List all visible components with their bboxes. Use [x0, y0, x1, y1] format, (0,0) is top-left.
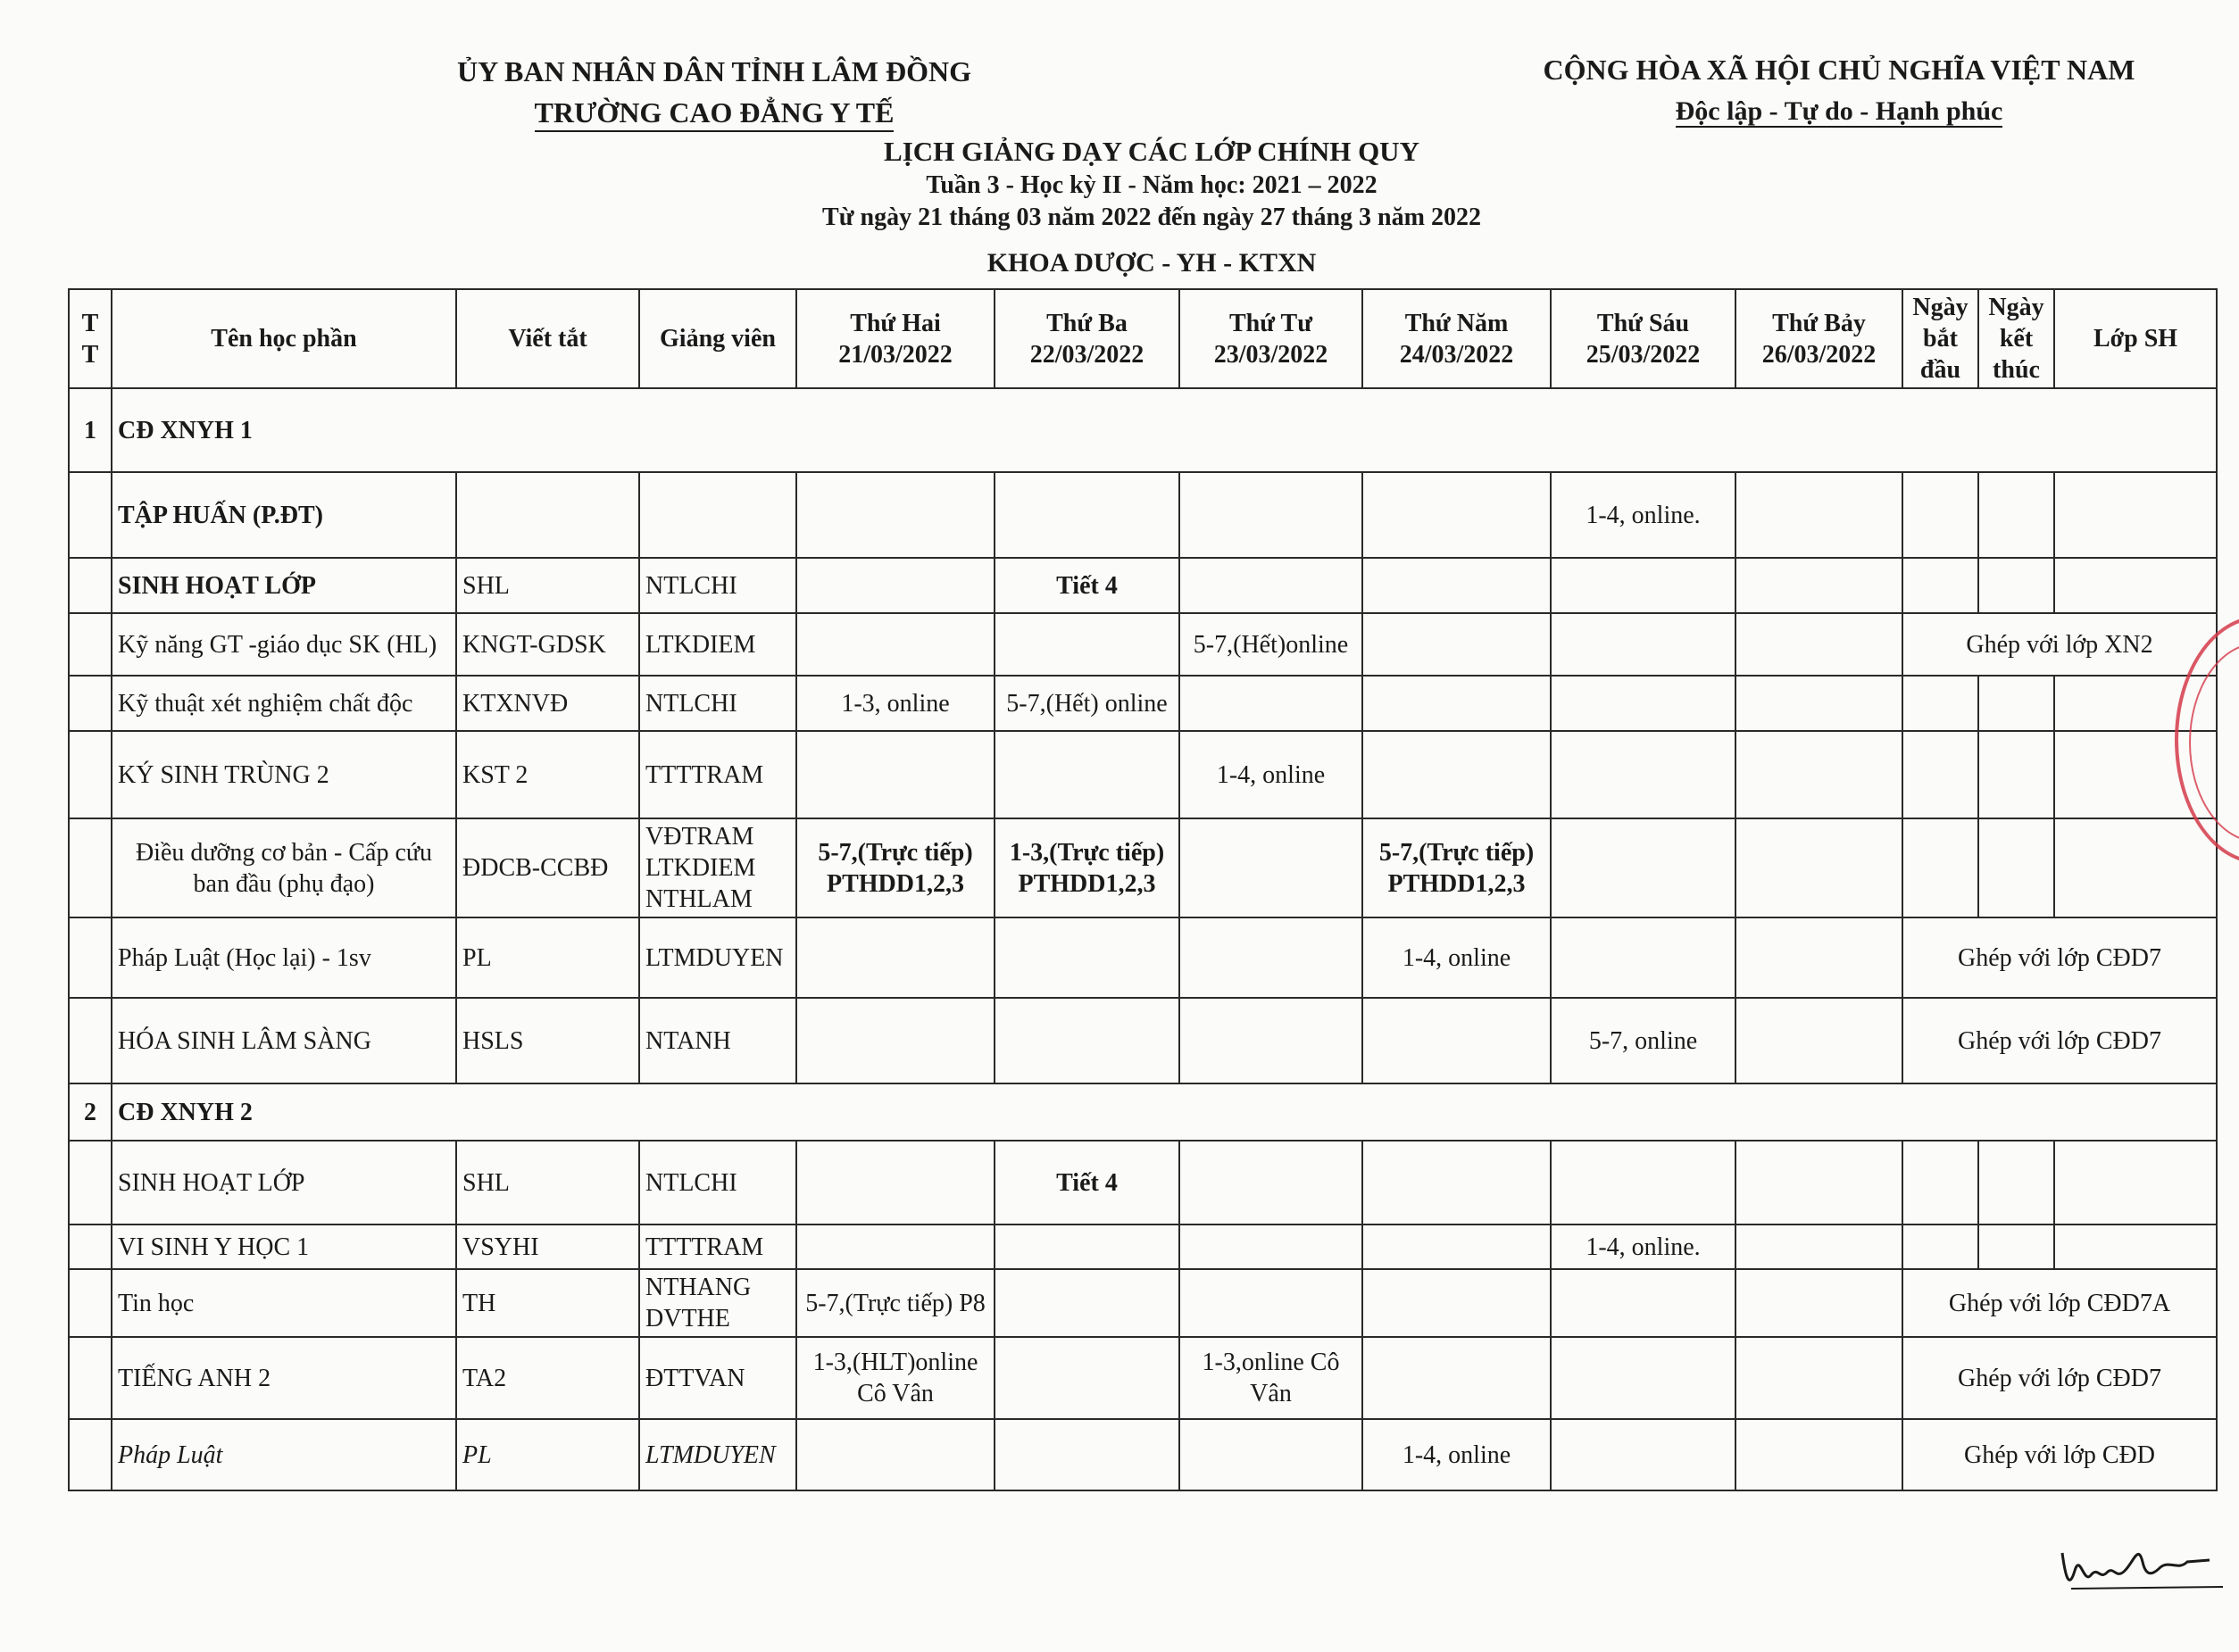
- schedule-fri: 1-4, online.: [1551, 472, 1735, 558]
- lecturer: LTMDUYEN: [639, 917, 796, 998]
- subject-abbr: SHL: [456, 558, 639, 613]
- schedule-fri: 5-7, online: [1551, 998, 1735, 1083]
- schedule-tue: [995, 998, 1179, 1083]
- subject-name: Kỹ thuật xét nghiệm chất độc: [112, 676, 456, 731]
- department-name: KHOA DƯỢC - YH - KTXN: [986, 248, 1317, 278]
- schedule-wed: [1179, 818, 1362, 917]
- schedule-tue: [995, 1224, 1179, 1269]
- schedule-mon: 5-7,(Trực tiếp) PTHDD1,2,3: [796, 818, 995, 917]
- schedule-tue: [995, 1337, 1179, 1419]
- table-row: [69, 1269, 2217, 1337]
- end-date: [1978, 676, 2054, 731]
- org-name-line2: [384, 96, 1045, 129]
- schedule-thu: [1362, 558, 1551, 613]
- class-note: Ghép với lớp CĐD7A: [1902, 1269, 2217, 1337]
- schedule-wed: [1179, 917, 1362, 998]
- lecturer: ĐTTVAN: [639, 1337, 796, 1419]
- schedule-sat: [1735, 731, 1902, 818]
- schedule-sat: [1735, 818, 1902, 917]
- class-sh: [2054, 558, 2217, 613]
- subject-abbr: TH: [456, 1269, 639, 1337]
- schedule-sat: [1735, 472, 1902, 558]
- schedule-fri: [1551, 731, 1735, 818]
- end-date: [1978, 558, 2054, 613]
- lecturer: TTTTRAM: [639, 731, 796, 818]
- schedule-fri: [1551, 917, 1735, 998]
- schedule-fri: [1551, 1419, 1735, 1490]
- subject-name: Kỹ năng GT -giáo dục SK (HL): [112, 613, 456, 676]
- schedule-tue: [995, 1419, 1179, 1490]
- lecturer: NTLCHI: [639, 1141, 796, 1224]
- schedule-mon: 1-3, online: [796, 676, 995, 731]
- row-number: [69, 917, 112, 998]
- schedule-wed: 5-7,(Hết)online: [1179, 613, 1362, 676]
- start-date: [1902, 676, 1978, 731]
- group-name: CĐ XNYH 1: [112, 388, 2217, 472]
- group-row: [69, 388, 2217, 472]
- row-number: [69, 676, 112, 731]
- group-row: [69, 1083, 2217, 1141]
- col-start-date: Ngày bắt đầu: [1902, 289, 1978, 388]
- col-tt: T T: [69, 289, 112, 388]
- schedule-thu: 1-4, online: [1362, 1419, 1551, 1490]
- schedule-mon: [796, 472, 995, 558]
- header-row: [69, 289, 2217, 388]
- lecturer: LTKDIEM: [639, 613, 796, 676]
- lecturer: NTHANG DVTHE: [639, 1269, 796, 1337]
- col-subject: Tên học phần: [112, 289, 456, 388]
- group-number: 1: [69, 388, 112, 472]
- class-note: Ghép với lớp CĐD7: [1902, 917, 2217, 998]
- schedule-mon: 5-7,(Trực tiếp) P8: [796, 1269, 995, 1337]
- schedule-sat: [1735, 1269, 1902, 1337]
- schedule-mon: [796, 1224, 995, 1269]
- subject-name: Pháp Luật: [112, 1419, 456, 1490]
- schedule-mon: [796, 613, 995, 676]
- schedule-thu: 1-4, online: [1362, 917, 1551, 998]
- table-row: [69, 558, 2217, 613]
- group-name: CĐ XNYH 2: [112, 1083, 2217, 1141]
- subject-name: Tin học: [112, 1269, 456, 1337]
- row-number: [69, 1419, 112, 1490]
- lecturer: LTMDUYEN: [639, 1419, 796, 1490]
- schedule-tue: [995, 1269, 1179, 1337]
- schedule-thu: [1362, 998, 1551, 1083]
- start-date: [1902, 818, 1978, 917]
- end-date: [1978, 1141, 2054, 1224]
- start-date: [1902, 558, 1978, 613]
- subject-name: TẬP HUẤN (P.ĐT): [112, 472, 456, 558]
- schedule-sat: [1735, 998, 1902, 1083]
- col-wednesday: Thứ Tư 23/03/2022: [1179, 289, 1362, 388]
- schedule-tue: [995, 917, 1179, 998]
- schedule-thu: [1362, 676, 1551, 731]
- schedule-mon: [796, 731, 995, 818]
- subject-abbr: TA2: [456, 1337, 639, 1419]
- subject-name: KÝ SINH TRÙNG 2: [112, 731, 456, 818]
- table-row: [69, 1141, 2217, 1224]
- class-sh: [2054, 472, 2217, 558]
- schedule-table: [68, 288, 2218, 1491]
- schedule-fri: [1551, 1269, 1735, 1337]
- row-number: [69, 998, 112, 1083]
- lecturer: VĐTRAM LTKDIEM NTHLAM: [639, 818, 796, 917]
- schedule-fri: [1551, 676, 1735, 731]
- table-row: [69, 731, 2217, 818]
- subject-abbr: SHL: [456, 1141, 639, 1224]
- end-date: [1978, 731, 2054, 818]
- schedule-wed: [1179, 1224, 1362, 1269]
- schedule-mon: [796, 1419, 995, 1490]
- subject-name: HÓA SINH LÂM SÀNG: [112, 998, 456, 1083]
- row-number: [69, 1269, 112, 1337]
- subject-abbr: KST 2: [456, 731, 639, 818]
- class-note: Ghép với lớp CĐD7: [1902, 998, 2217, 1083]
- schedule-wed: [1179, 998, 1362, 1083]
- schedule-thu: [1362, 1224, 1551, 1269]
- col-friday: Thứ Sáu 25/03/2022: [1551, 289, 1735, 388]
- table-row: [69, 998, 2217, 1083]
- schedule-mon: [796, 558, 995, 613]
- schedule-wed: [1179, 558, 1362, 613]
- schedule-thu: [1362, 472, 1551, 558]
- schedule-tue: Tiết 4: [995, 1141, 1179, 1224]
- lecturer: NTLCHI: [639, 676, 796, 731]
- subject-abbr: KNGT-GDSK: [456, 613, 639, 676]
- schedule-fri: 1-4, online.: [1551, 1224, 1735, 1269]
- schedule-sat: [1735, 558, 1902, 613]
- start-date: [1902, 1141, 1978, 1224]
- subject-abbr: PL: [456, 1419, 639, 1490]
- national-motto: [1482, 96, 2196, 127]
- table-row: [69, 1419, 2217, 1490]
- schedule-tue: 1-3,(Trực tiếp) PTHDD1,2,3: [995, 818, 1179, 917]
- schedule-fri: [1551, 613, 1735, 676]
- table-row: [69, 613, 2217, 676]
- schedule-tue: Tiết 4: [995, 558, 1179, 613]
- class-sh: [2054, 1224, 2217, 1269]
- schedule-fri: [1551, 558, 1735, 613]
- schedule-wed: [1179, 676, 1362, 731]
- subject-name: Điều dưỡng cơ bản - Cấp cứu ban đầu (phụ đạo): [112, 818, 456, 917]
- class-note: Ghép với lớp CĐD: [1902, 1419, 2217, 1490]
- document-title: LỊCH GIẢNG DẠY CÁC LỚP CHÍNH QUY: [884, 136, 1419, 167]
- group-number: 2: [69, 1083, 112, 1141]
- schedule-thu: [1362, 1141, 1551, 1224]
- subject-name: TIẾNG ANH 2: [112, 1337, 456, 1419]
- table-row: [69, 917, 2217, 998]
- end-date: [1978, 818, 2054, 917]
- subject-name: SINH HOẠT LỚP: [112, 558, 456, 613]
- schedule-fri: [1551, 818, 1735, 917]
- subject-abbr: VSYHI: [456, 1224, 639, 1269]
- subject-name: VI SINH Y HỌC 1: [112, 1224, 456, 1269]
- row-number: [69, 1141, 112, 1224]
- schedule-sat: [1735, 1224, 1902, 1269]
- col-monday: Thứ Hai 21/03/2022: [796, 289, 995, 388]
- date-range-line: Từ ngày 21 tháng 03 năm 2022 đến ngày 27 tháng 3 năm 2022: [822, 203, 1481, 231]
- schedule-mon: [796, 998, 995, 1083]
- schedule-thu: [1362, 1337, 1551, 1419]
- table-row: [69, 472, 2217, 558]
- subject-name: SINH HOẠT LỚP: [112, 1141, 456, 1224]
- table-row: [69, 818, 2217, 917]
- subject-abbr: ĐDCB-CCBĐ: [456, 818, 639, 917]
- schedule-tue: [995, 472, 1179, 558]
- end-date: [1978, 1224, 2054, 1269]
- schedule-thu: [1362, 731, 1551, 818]
- col-class: Lớp SH: [2054, 289, 2217, 388]
- start-date: [1902, 472, 1978, 558]
- class-sh: [2054, 818, 2217, 917]
- start-date: [1902, 731, 1978, 818]
- table-row: [69, 1224, 2217, 1269]
- table-row: [69, 1337, 2217, 1419]
- col-thursday: Thứ Năm 24/03/2022: [1362, 289, 1551, 388]
- row-number: [69, 558, 112, 613]
- schedule-mon: 1-3,(HLT)online Cô Vân: [796, 1337, 995, 1419]
- schedule-tue: 5-7,(Hết) online: [995, 676, 1179, 731]
- col-tuesday: Thứ Ba 22/03/2022: [995, 289, 1179, 388]
- schedule-thu: [1362, 1269, 1551, 1337]
- lecturer: NTANH: [639, 998, 796, 1083]
- motto-text: Độc lập - Tự do - Hạnh phúc: [1675, 96, 2003, 126]
- schedule-wed: 1-4, online: [1179, 731, 1362, 818]
- national-title: CỘNG HÒA XÃ HỘI CHỦ NGHĨA VIỆT NAM: [1543, 54, 2135, 86]
- schedule-sat: [1735, 917, 1902, 998]
- row-number: [69, 472, 112, 558]
- schedule-wed: [1179, 472, 1362, 558]
- schedule-thu: [1362, 613, 1551, 676]
- schedule-wed: [1179, 1419, 1362, 1490]
- subject-name: Pháp Luật (Học lại) - 1sv: [112, 917, 456, 998]
- schedule-sat: [1735, 1141, 1902, 1224]
- schedule-fri: [1551, 1141, 1735, 1224]
- schedule-fri: [1551, 1337, 1735, 1419]
- schedule-mon: [796, 917, 995, 998]
- signature-icon: [2053, 1535, 2232, 1598]
- col-end-date: Ngày kết thúc: [1978, 289, 2054, 388]
- class-note: Ghép với lớp CĐD7: [1902, 1337, 2217, 1419]
- lecturer: NTLCHI: [639, 558, 796, 613]
- schedule-sat: [1735, 1337, 1902, 1419]
- schedule-sat: [1735, 1419, 1902, 1490]
- schedule-wed: 1-3,online Cô Vân: [1179, 1337, 1362, 1419]
- subject-abbr: PL: [456, 917, 639, 998]
- schedule-tue: [995, 613, 1179, 676]
- class-note: Ghép với lớp XN2: [1902, 613, 2217, 676]
- row-number: [69, 731, 112, 818]
- week-line: Tuần 3 - Học kỳ II - Năm học: 2021 – 2022: [926, 171, 1378, 199]
- start-date: [1902, 1224, 1978, 1269]
- subject-abbr: HSLS: [456, 998, 639, 1083]
- subject-abbr: [456, 472, 639, 558]
- row-number: [69, 818, 112, 917]
- schedule-wed: [1179, 1269, 1362, 1337]
- schedule-sat: [1735, 613, 1902, 676]
- row-number: [69, 1224, 112, 1269]
- org-name-line1: ỦY BAN NHÂN DÂN TỈNH LÂM ĐỒNG: [456, 55, 971, 87]
- col-saturday: Thứ Bảy 26/03/2022: [1735, 289, 1902, 388]
- row-number: [69, 613, 112, 676]
- subject-abbr: KTXNVĐ: [456, 676, 639, 731]
- table-row: [69, 676, 2217, 731]
- lecturer: TTTTRAM: [639, 1224, 796, 1269]
- col-lecturer: Giảng viên: [639, 289, 796, 388]
- schedule-sat: [1735, 676, 1902, 731]
- school-name: TRƯỜNG CAO ĐẲNG Y TẾ: [535, 96, 895, 132]
- schedule-mon: [796, 1141, 995, 1224]
- end-date: [1978, 472, 2054, 558]
- schedule-wed: [1179, 1141, 1362, 1224]
- lecturer: [639, 472, 796, 558]
- schedule-tue: [995, 731, 1179, 818]
- row-number: [69, 1337, 112, 1419]
- col-abbr: Viết tắt: [456, 289, 639, 388]
- schedule-thu: 5-7,(Trực tiếp) PTHDD1,2,3: [1362, 818, 1551, 917]
- class-sh: [2054, 1141, 2217, 1224]
